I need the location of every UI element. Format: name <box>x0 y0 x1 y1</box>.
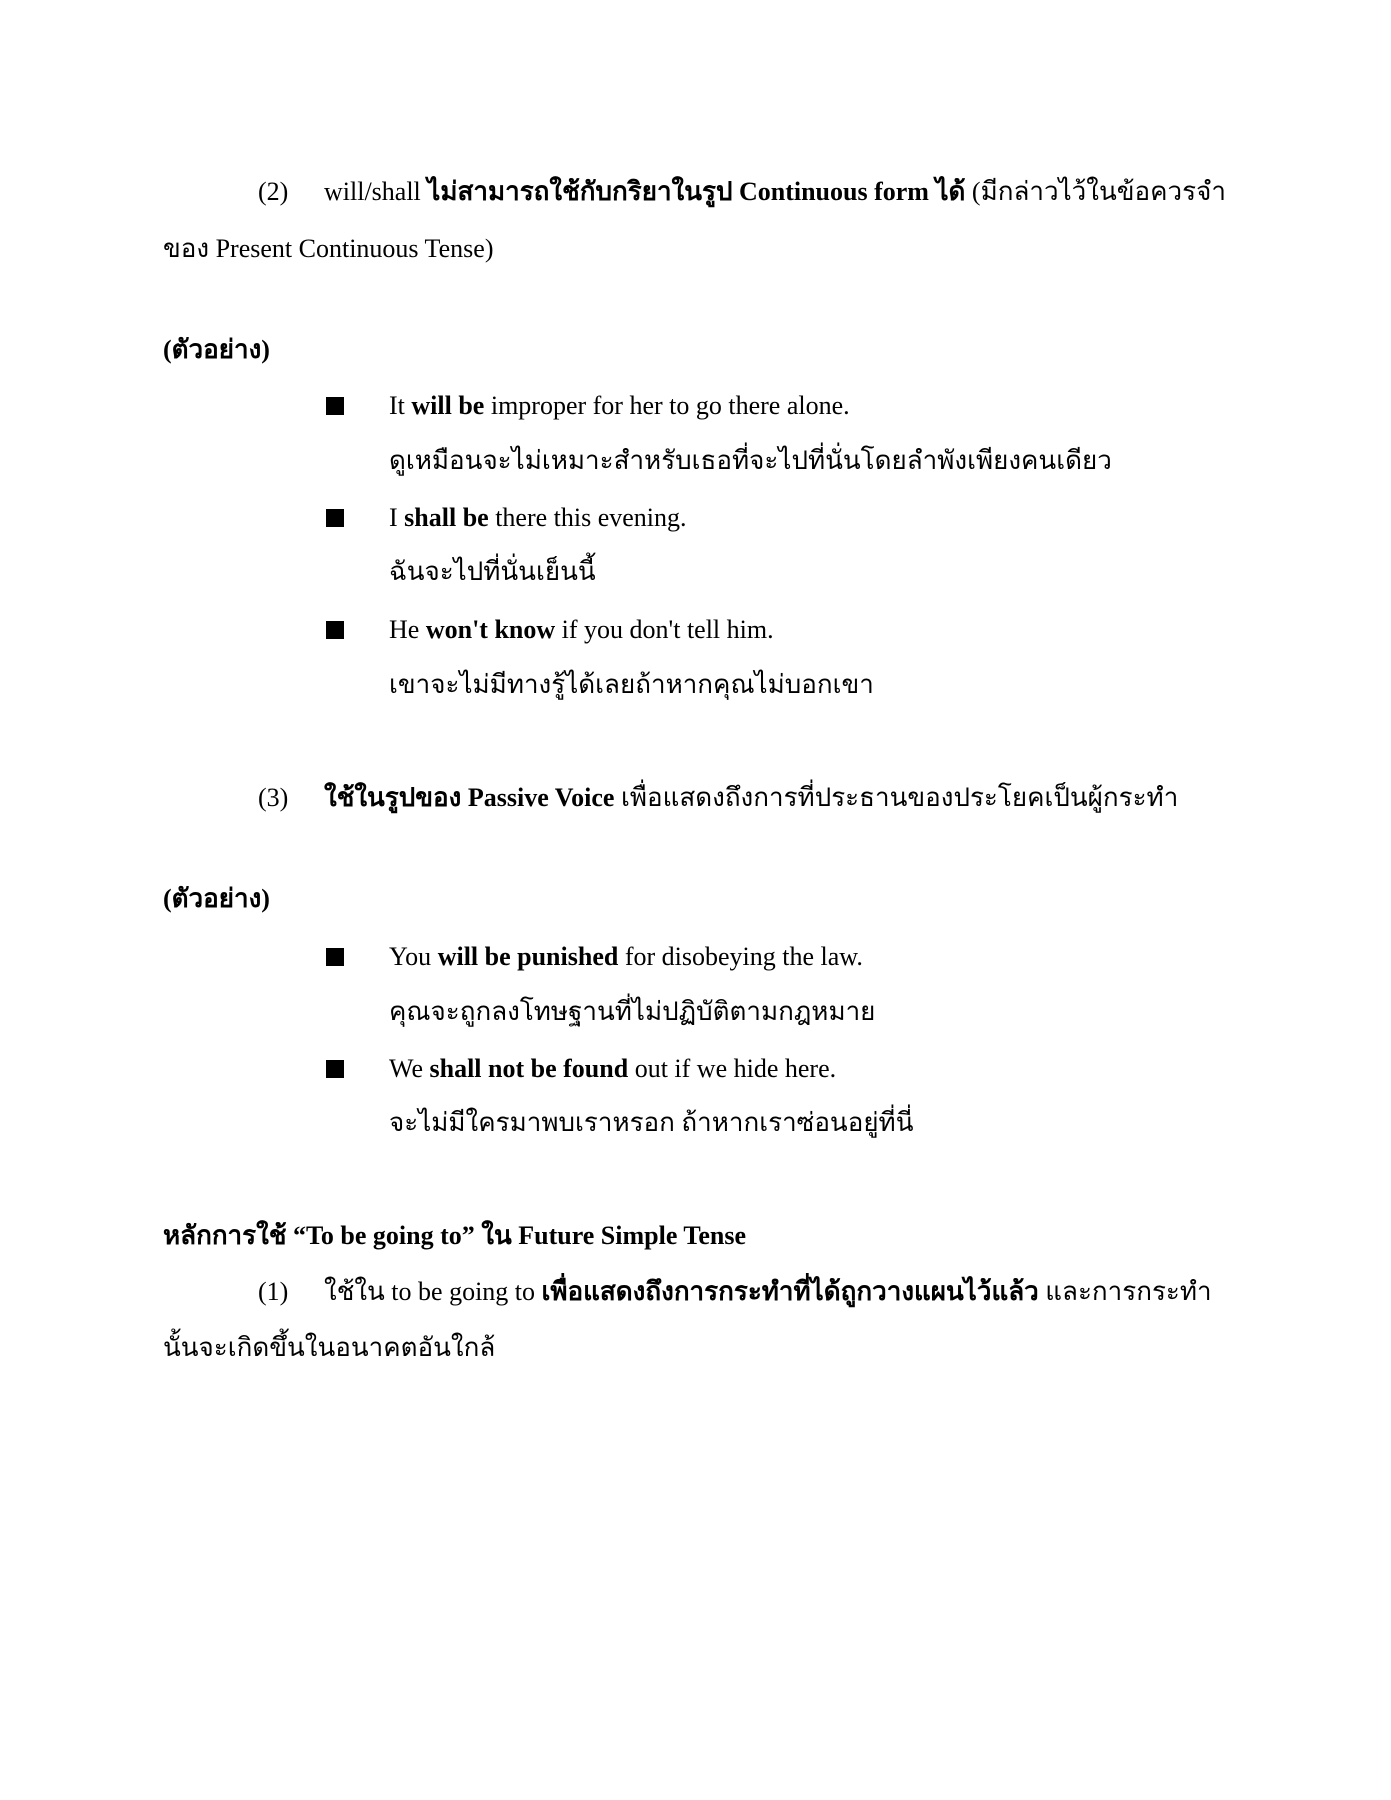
bullet-icon <box>326 1060 344 1078</box>
section-3-text-rest: เพื่อแสดงถึงการที่ประธานของประโยคเป็นผู้กระทำ <box>614 783 1179 812</box>
bullet-icon <box>326 621 344 639</box>
example-5-th: จะไม่มีใครมาพบเราหรอก ถ้าหากเราซ่อนอยู่ที่นี่ <box>389 1108 914 1137</box>
example-5-keyword: shall not be found <box>429 1054 629 1083</box>
section-3-line <box>258 782 1178 814</box>
bullet-icon <box>326 948 344 966</box>
section-2-line-1 <box>258 176 1226 208</box>
example-2-keyword: shall be <box>404 503 489 532</box>
example-label-2: (ตัวอย่าง) <box>163 884 270 913</box>
section-2-text-c: (มีกล่าวไว้ในข้อควรจำ <box>965 177 1226 206</box>
example-4-th: คุณจะถูกลงโทษฐานที่ไม่ปฏิบัติตามกฎหมาย <box>389 997 876 1026</box>
section-3-text-bold: ใช้ในรูปของ Passive Voice <box>324 783 615 812</box>
example-2-en: I shall be there this evening. <box>389 503 687 532</box>
example-5-en: We shall not be found out if we hide here. <box>389 1054 837 1083</box>
section-2-line-2 <box>163 233 493 265</box>
example-3-keyword: won't know <box>425 615 556 644</box>
going-to-heading: หลักการใช้ “To be going to” ใน Future Simple Tense <box>163 1221 747 1250</box>
example-label-1: (ตัวอย่าง) <box>163 335 270 364</box>
going-to-text-bold: เพื่อแสดงถึงการกระทำที่ได้ถูกวางแผนไว้แล้ว <box>541 1277 1039 1306</box>
example-2-th: ฉันจะไปที่นั่นเย็นนี้ <box>389 557 596 586</box>
section-2-text-d: ของ Present Continuous Tense) <box>163 234 494 263</box>
example-4-en: You will be punished for disobeying the law. <box>389 942 863 971</box>
section-2-text-bold: ไม่สามารถใช้กับกริยาในรูป Continuous form ได้ <box>427 177 966 206</box>
example-4-keyword: will be punished <box>437 942 619 971</box>
going-to-text-a: ใช้ใน to be going to <box>324 1277 542 1306</box>
section-2-number: (2) <box>258 177 289 206</box>
going-to-line-1 <box>258 1276 1212 1308</box>
section-2-text-a: will/shall <box>324 177 428 206</box>
example-3-th: เขาจะไม่มีทางรู้ได้เลยถ้าหากคุณไม่บอกเขา <box>389 670 874 699</box>
example-1-th: ดูเหมือนจะไม่เหมาะสำหรับเธอที่จะไปที่นั่นโดยลำพังเพียงคนเดียว <box>389 446 1112 475</box>
example-3-en: He won't know if you don't tell him. <box>389 615 774 644</box>
bullet-icon <box>326 397 344 415</box>
bullet-icon <box>326 509 344 527</box>
going-to-text-c: และการกระทำ <box>1038 1277 1212 1306</box>
going-to-line-2: นั้นจะเกิดขึ้นในอนาคตอันใกล้ <box>163 1333 496 1362</box>
section-3-number: (3) <box>258 783 289 812</box>
example-1-en: It will be improper for her to go there alone. <box>389 391 850 420</box>
example-1-keyword: will be <box>411 391 485 420</box>
going-to-number: (1) <box>258 1277 289 1306</box>
